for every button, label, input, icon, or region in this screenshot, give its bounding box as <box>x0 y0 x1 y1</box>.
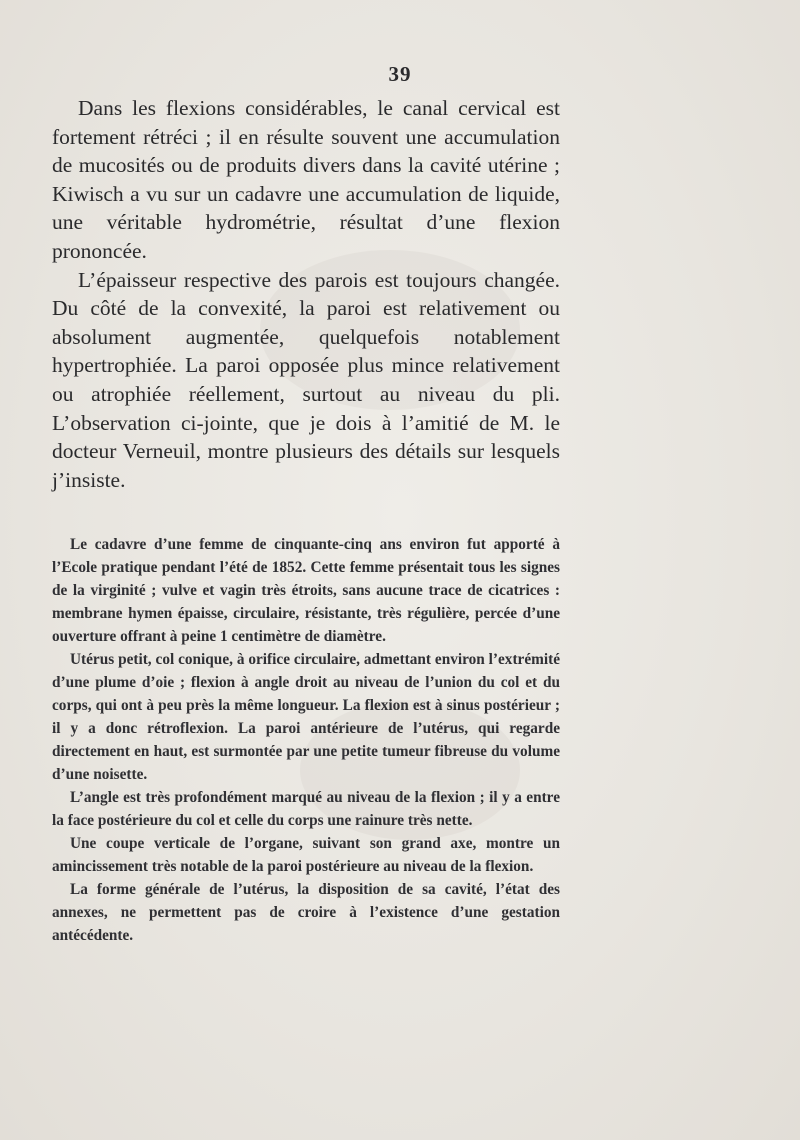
case-observation <box>52 533 560 947</box>
main-text <box>52 94 560 494</box>
page-number: 39 <box>388 62 412 86</box>
case-paragraph: Une coupe verticale de l’organe, suivant son grand axe, montre un amincissement très notable de la paroi postérieure au niveau de la flexion. <box>52 835 560 875</box>
case-paragraph: La forme générale de l’utérus, la disposition de sa cavité, l’état des annexes, ne permettent pas de croire à l’existence d’une gestation antécédente. <box>52 881 560 944</box>
case-paragraph: Utérus petit, col conique, à orifice circulaire, admettant environ l’extrémité d’une plume d’oie ; flexion à angle droit au niveau de l’union du col et du corps, qui ont à peu près la même longueur. La flexion est à sinus postérieur ; il y a donc rétroflexion. La paroi antérieure de l’utérus, qui regarde directement en haut, est surmontée par une petite tumeur fibreuse du volume d’une noisette. <box>52 651 560 783</box>
paragraph: L’épaisseur respective des parois est toujours changée. Du côté de la convexité, la paroi est relativement ou absolument augmentée, quelquefois notablement hypertrophiée. La paroi opposée plus mince relativement ou atrophiée réellement, surtout au niveau du pli. L’observation ci-jointe, que je dois à l’amitié de M. le docteur Verneuil, montre plusieurs des détails sur lesquels j’insiste. <box>52 267 560 492</box>
paragraph: Dans les flexions considérables, le canal cervical est fortement rétréci ; il en résulte souvent une accumulation de mucosités ou de produits divers dans la cavité utérine ; Kiwisch a vu sur un cadavre une accumulation de liquide, une véritable hydrométrie, résultat d’une flexion prononcée. <box>52 96 560 263</box>
case-paragraph: Le cadavre d’une femme de cinquante-cinq ans environ fut apporté à l’Ecole pratique pendant l’été de 1852. Cette femme présentait tous les signes de la virginité ; vulve et vagin très étroits, sans aucune trace de cicatrices : membrane hymen épaisse, circulaire, résistante, très régulière, percée d’une ouverture offrant à peine 1 centimètre de diamètre. <box>52 536 560 645</box>
case-paragraph: L’angle est très profondément marqué au niveau de la flexion ; il y a entre la face postérieure du col et celle du corps une rainure très nette. <box>52 789 560 829</box>
